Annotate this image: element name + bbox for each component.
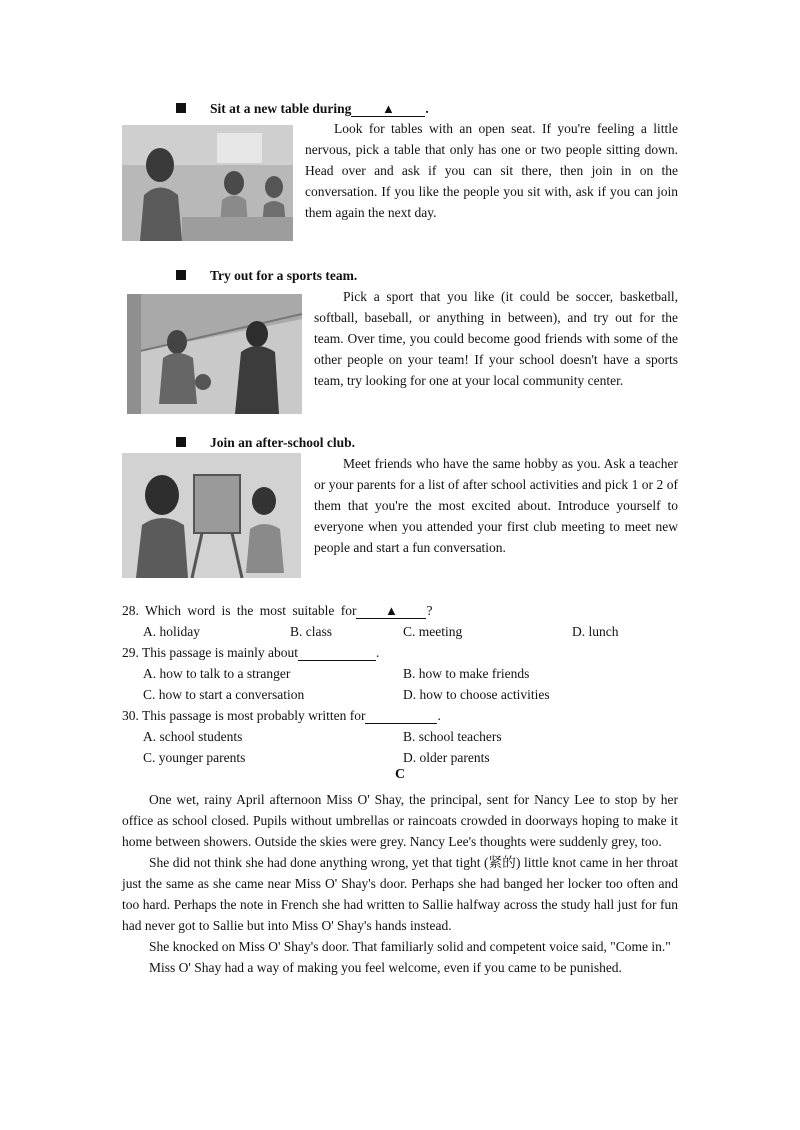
answer-blank[interactable] [365, 709, 437, 724]
question-29-option-c[interactable]: C. how to start a conversation [143, 687, 305, 702]
passage-paragraph: She knocked on Miss O' Shay's door. That familiarly solid and competent voice said, "Come in." [149, 939, 671, 954]
basketball-players-photo [127, 294, 302, 414]
question-28-stem: 28. Which word is the most suitable for ▲ ? [122, 603, 433, 618]
square-bullet-icon [176, 437, 186, 447]
question-30-option-a[interactable]: A. school students [143, 729, 243, 744]
passage-paragraph: She did not think she had done anything wrong, yet that tight (紧的) little knot came in her throat just the same as she came near Miss O' Shay's door. Perhaps she had banged her locker too often and too hard. Perhaps the note in French she had written to Sallie halfway across the study hall just for fun had never got to Sallie but into Miss O' Shay's hands instead. [122, 855, 678, 933]
section-heading-after-school-club: Join an after-school club. [176, 435, 355, 451]
question-29-option-a[interactable]: A. how to talk to a stranger [143, 666, 291, 681]
question-29-option-b[interactable]: B. how to make friends [403, 666, 530, 681]
painting-club-photo [122, 453, 301, 578]
question-30-stem: 30. This passage is most probably written for . [122, 708, 441, 723]
question-28-option-a[interactable]: A. holiday [143, 624, 200, 639]
passage-c-label: C [394, 767, 406, 782]
question-29-option-d[interactable]: D. how to choose activities [403, 687, 550, 702]
section-body-sports-team: Pick a sport that you like (it could be soccer, basketball, softball, baseball, or anything in between), and try out for the team. Over time, you could become good friends with some of the other people on your team! If your school doesn't have a sports team, try looking for one at your local community center. [314, 289, 678, 388]
question-28-option-b[interactable]: B. class [290, 624, 332, 639]
section-body-new-table: Look for tables with an open seat. If you're feeling a little nervous, pick a table that only has one or two people sitting down. Head over and ask if you can sit there, then join in on the conversation. If you like the people you sit with, ask if you can join them again the next day. [305, 121, 678, 220]
section-body-after-school-club: Meet friends who have the same hobby as you. Ask a teacher or your parents for a list of after school activities and pick 1 or 2 of them that you're the most excited about. Introduce yourself to everyone when you attended your first club meeting to meet new people and start a fun conversation. [314, 456, 678, 555]
question-30-option-b[interactable]: B. school teachers [403, 729, 502, 744]
passage-paragraph: One wet, rainy April afternoon Miss O' Shay, the principal, sent for Nancy Lee to stop by her office as school closed. Pupils without umbrellas or raincoats crowded in doorways hoping to make it home between showers. Outside the skies were grey. Nancy Lee's thoughts were suddenly grey, too. [122, 792, 678, 849]
answer-blank[interactable] [298, 646, 376, 661]
square-bullet-icon [176, 103, 186, 113]
question-29-stem: 29. This passage is mainly about . [122, 645, 380, 660]
square-bullet-icon [176, 270, 186, 280]
passage-c-body [122, 789, 678, 978]
answer-blank[interactable]: ▲ [356, 604, 426, 619]
question-30-option-d[interactable]: D. older parents [403, 750, 490, 765]
question-28-option-d[interactable]: D. lunch [572, 624, 619, 639]
question-28-option-c[interactable]: C. meeting [403, 624, 463, 639]
question-30-option-c[interactable]: C. younger parents [143, 750, 246, 765]
answer-blank[interactable]: ▲ [351, 102, 425, 117]
section-heading-sports-team: Try out for a sports team. [176, 268, 357, 284]
passage-paragraph: Miss O' Shay had a way of making you feel welcome, even if you came to be punished. [149, 960, 622, 975]
section-heading-new-table: Sit at a new table during ▲ . [176, 101, 429, 117]
cafeteria-table-photo [122, 125, 293, 241]
